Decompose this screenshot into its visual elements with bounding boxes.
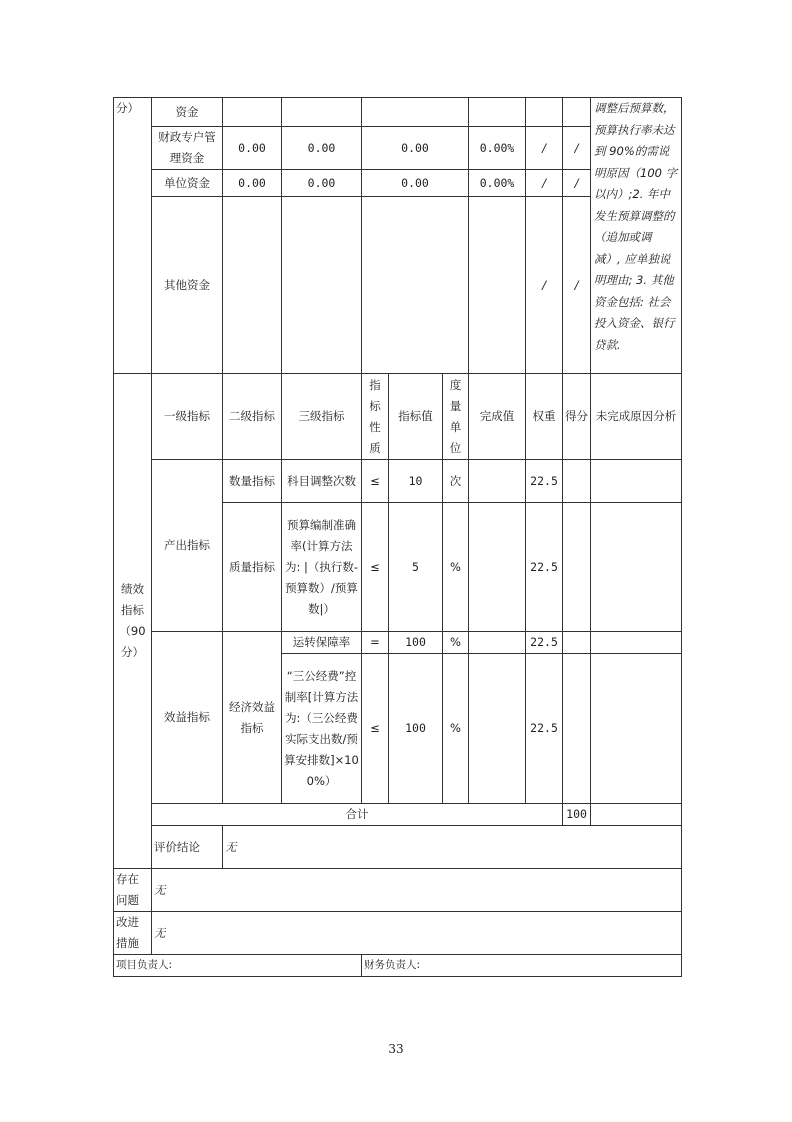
conclusion-row xyxy=(114,912,682,955)
finance-lead-signature: 财务负责人: xyxy=(362,955,682,977)
rate-cell xyxy=(469,197,526,374)
actual-cell xyxy=(469,460,526,503)
value-cell xyxy=(223,197,282,374)
unit-cell: % xyxy=(443,654,469,804)
target-cell: 100 xyxy=(389,654,443,804)
reason-cell xyxy=(591,654,682,804)
total-row xyxy=(114,804,682,826)
nature-cell: ≤ xyxy=(362,460,389,503)
level2-cell: 经济效益指标 xyxy=(223,632,282,804)
cell xyxy=(526,98,563,127)
header-weight: 权重 xyxy=(526,374,563,460)
value-cell xyxy=(282,197,362,374)
page-number: 33 xyxy=(388,1042,404,1056)
cell xyxy=(362,98,469,127)
level1-cell: 效益指标 xyxy=(152,632,223,804)
conclusion-value: 无 xyxy=(223,826,682,869)
cell xyxy=(563,98,591,127)
slash-cell: / xyxy=(526,127,563,170)
score-cell xyxy=(563,460,591,503)
budget-section-label: 分） xyxy=(114,98,152,374)
table-row xyxy=(114,632,682,654)
total-score xyxy=(591,804,682,826)
table-row xyxy=(114,460,682,503)
target-cell: 10 xyxy=(389,460,443,503)
rate-cell: 0.00% xyxy=(469,170,526,197)
unit-cell: % xyxy=(443,632,469,654)
performance-section-label: 绩效指标（90分） xyxy=(114,374,152,869)
header-score: 得分 xyxy=(563,374,591,460)
value-cell: 0.00 xyxy=(282,170,362,197)
level2-cell: 数量指标 xyxy=(223,460,282,503)
reason-cell xyxy=(591,460,682,503)
score-cell xyxy=(563,503,591,632)
unit-cell: % xyxy=(443,503,469,632)
level1-cell: 产出指标 xyxy=(152,460,223,632)
slash-cell: / xyxy=(526,197,563,374)
weight-cell: 22.5 xyxy=(526,460,563,503)
reason-cell xyxy=(591,632,682,654)
cell xyxy=(223,98,282,127)
score-cell xyxy=(563,654,591,804)
level2-cell: 质量指标 xyxy=(223,503,282,632)
slash-cell: / xyxy=(526,170,563,197)
fund-label: 财政专户管理资金 xyxy=(152,127,223,170)
value-cell xyxy=(362,197,469,374)
cell xyxy=(469,98,526,127)
header-level3: 三级指标 xyxy=(282,374,362,460)
header-level1: 一级指标 xyxy=(152,374,223,460)
reason-cell xyxy=(591,503,682,632)
value-cell: 0.00 xyxy=(362,127,469,170)
actual-cell xyxy=(469,654,526,804)
cell xyxy=(282,98,362,127)
performance-evaluation-table xyxy=(113,97,682,977)
weight-cell: 22.5 xyxy=(526,503,563,632)
level3-cell: 预算编制准确率(计算方法为: |（执行数-预算数）/预算数|） xyxy=(282,503,362,632)
value-cell: 0.00 xyxy=(223,170,282,197)
header-reason: 未完成原因分析 xyxy=(591,374,682,460)
unit-cell: 次 xyxy=(443,460,469,503)
slash-cell: / xyxy=(563,170,591,197)
budget-note: 调整后预算数，预算执行率未达到 90%的需说明原因（100 字以内）;2. 年中发生预算调整的（追加或调减）, 应单独说明理由; 3. 其他资金包括: 社会投入资金、银行贷款. xyxy=(591,98,682,374)
nature-cell: ≤ xyxy=(362,654,389,804)
level3-cell: 科目调整次数 xyxy=(282,460,362,503)
value-cell: 0.00 xyxy=(223,127,282,170)
header-unit: 度量单位 xyxy=(443,374,469,460)
conclusion-value: 无 xyxy=(152,912,682,955)
funds-row-label: 资金 xyxy=(152,98,223,127)
slash-cell: / xyxy=(563,127,591,170)
nature-cell: = xyxy=(362,632,389,654)
level3-cell: “三公经费”控制率[计算方法为:（三公经费实际支出数/预算安排数]×100%） xyxy=(282,654,362,804)
actual-cell xyxy=(469,632,526,654)
conclusion-row xyxy=(114,826,682,869)
slash-cell: / xyxy=(563,197,591,374)
target-cell: 100 xyxy=(389,632,443,654)
fund-label: 其他资金 xyxy=(152,197,223,374)
weight-cell: 22.5 xyxy=(526,632,563,654)
fund-label: 单位资金 xyxy=(152,170,223,197)
performance-header-row xyxy=(114,374,682,460)
project-lead-signature: 项目负责人: xyxy=(114,955,362,977)
conclusion-label: 改进措施 xyxy=(114,912,152,955)
header-nature: 指标性质 xyxy=(362,374,389,460)
value-cell: 0.00 xyxy=(362,170,469,197)
score-cell xyxy=(563,632,591,654)
total-label: 合计 xyxy=(152,804,563,826)
header-actual: 完成值 xyxy=(469,374,526,460)
target-cell: 5 xyxy=(389,503,443,632)
total-weight: 100 xyxy=(563,804,591,826)
value-cell: 0.00 xyxy=(282,127,362,170)
conclusion-label: 存在问题 xyxy=(114,869,152,912)
level3-cell: 运转保障率 xyxy=(282,632,362,654)
nature-cell: ≤ xyxy=(362,503,389,632)
header-level2: 二级指标 xyxy=(223,374,282,460)
weight-cell: 22.5 xyxy=(526,654,563,804)
conclusion-value: 无 xyxy=(152,869,682,912)
conclusion-label: 评价结论 xyxy=(152,826,223,869)
signature-row xyxy=(114,955,682,977)
rate-cell: 0.00% xyxy=(469,127,526,170)
conclusion-row xyxy=(114,869,682,912)
header-target: 指标值 xyxy=(389,374,443,460)
actual-cell xyxy=(469,503,526,632)
